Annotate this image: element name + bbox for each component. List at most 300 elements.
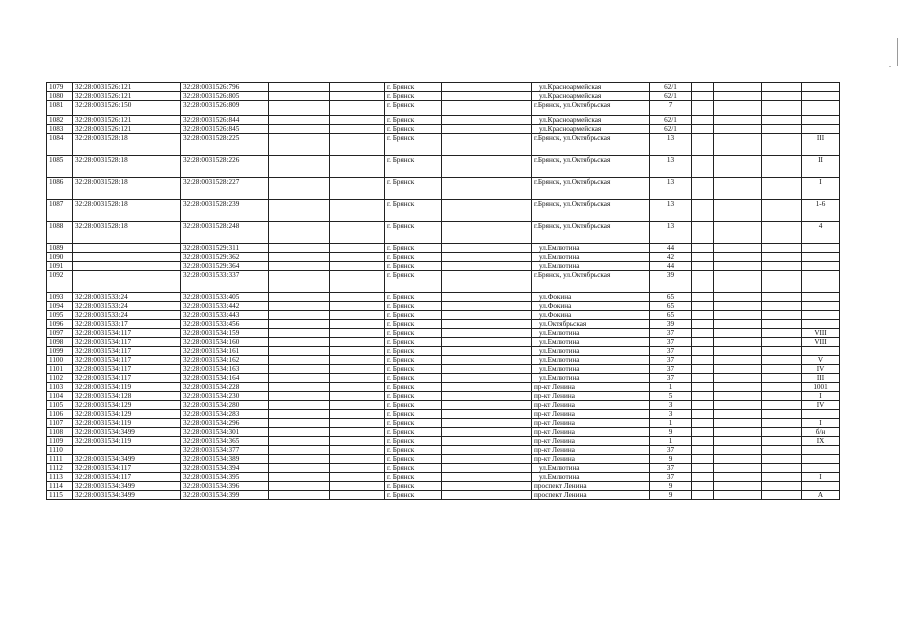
table-row bbox=[47, 92, 840, 101]
empty-cell bbox=[762, 392, 802, 401]
house-number-cell: 37 bbox=[650, 446, 692, 455]
city-cell: г. Брянск bbox=[385, 455, 442, 464]
empty-cell bbox=[714, 356, 762, 365]
record-number: 1112 bbox=[47, 464, 73, 473]
city-cell: г. Брянск bbox=[385, 374, 442, 383]
premises-number-cell: I bbox=[802, 473, 840, 482]
empty-cell bbox=[442, 464, 532, 473]
empty-cell bbox=[330, 374, 385, 383]
object-cadastral-number: 32:28:0031534:163 bbox=[181, 365, 269, 374]
house-number-cell: 37 bbox=[650, 347, 692, 356]
empty-cell bbox=[442, 178, 532, 200]
empty-cell bbox=[692, 491, 714, 500]
empty-cell bbox=[762, 244, 802, 253]
city-cell: г. Брянск bbox=[385, 437, 442, 446]
table-row bbox=[47, 446, 840, 455]
empty-cell bbox=[330, 437, 385, 446]
empty-cell bbox=[442, 101, 532, 116]
empty-cell bbox=[714, 419, 762, 428]
parcel-cadastral-number: 32:28:0031533:24 bbox=[73, 293, 181, 302]
empty-cell bbox=[269, 200, 330, 222]
object-cadastral-number: 32:28:0031534:164 bbox=[181, 374, 269, 383]
street-cell: г.Брянск, ул.Октябрьская bbox=[532, 134, 650, 156]
street-cell: ул.Емлютина bbox=[532, 365, 650, 374]
table-row bbox=[47, 134, 840, 156]
city-cell: г. Брянск bbox=[385, 464, 442, 473]
object-cadastral-number: 32:28:0031528:226 bbox=[181, 156, 269, 178]
empty-cell bbox=[692, 473, 714, 482]
empty-cell bbox=[762, 293, 802, 302]
empty-cell bbox=[269, 446, 330, 455]
object-cadastral-number: 32:28:0031528:248 bbox=[181, 222, 269, 244]
scan-edge-mark bbox=[897, 38, 898, 66]
scan-edge-dot bbox=[889, 66, 891, 67]
premises-number-cell bbox=[802, 446, 840, 455]
street-cell: г.Брянск, ул.Октябрьская bbox=[532, 156, 650, 178]
empty-cell bbox=[330, 446, 385, 455]
city-cell: г. Брянск bbox=[385, 356, 442, 365]
record-number: 1099 bbox=[47, 347, 73, 356]
empty-cell bbox=[692, 262, 714, 271]
empty-cell bbox=[330, 92, 385, 101]
empty-cell bbox=[692, 446, 714, 455]
city-cell: г. Брянск bbox=[385, 473, 442, 482]
empty-cell bbox=[269, 293, 330, 302]
empty-cell bbox=[692, 101, 714, 116]
city-cell: г. Брянск bbox=[385, 410, 442, 419]
empty-cell bbox=[714, 455, 762, 464]
street-cell: пр-кт Ленина bbox=[532, 428, 650, 437]
empty-cell bbox=[692, 271, 714, 293]
table-row bbox=[47, 293, 840, 302]
empty-cell bbox=[714, 293, 762, 302]
empty-cell bbox=[442, 347, 532, 356]
object-cadastral-number: 32:28:0031526:796 bbox=[181, 83, 269, 92]
house-number-cell: 37 bbox=[650, 374, 692, 383]
empty-cell bbox=[714, 482, 762, 491]
empty-cell bbox=[330, 134, 385, 156]
city-cell: г. Брянск bbox=[385, 329, 442, 338]
empty-cell bbox=[692, 253, 714, 262]
table-row bbox=[47, 374, 840, 383]
empty-cell bbox=[442, 329, 532, 338]
record-number: 1092 bbox=[47, 271, 73, 293]
empty-cell bbox=[330, 392, 385, 401]
empty-cell bbox=[714, 320, 762, 329]
house-number-cell: 62/1 bbox=[650, 116, 692, 125]
empty-cell bbox=[269, 392, 330, 401]
street-cell: пр-кт Ленина bbox=[532, 401, 650, 410]
object-cadastral-number: 32:28:0031528:227 bbox=[181, 178, 269, 200]
object-cadastral-number: 32:28:0031534:230 bbox=[181, 392, 269, 401]
house-number-cell: 44 bbox=[650, 262, 692, 271]
empty-cell bbox=[692, 482, 714, 491]
city-cell: г. Брянск bbox=[385, 222, 442, 244]
empty-cell bbox=[762, 473, 802, 482]
empty-cell bbox=[762, 365, 802, 374]
parcel-cadastral-number bbox=[73, 244, 181, 253]
premises-number-cell bbox=[802, 244, 840, 253]
empty-cell bbox=[762, 116, 802, 125]
city-cell: г. Брянск bbox=[385, 347, 442, 356]
object-cadastral-number: 32:28:0031534:394 bbox=[181, 464, 269, 473]
empty-cell bbox=[269, 125, 330, 134]
empty-cell bbox=[442, 419, 532, 428]
city-cell: г. Брянск bbox=[385, 134, 442, 156]
premises-number-cell: б/н bbox=[802, 428, 840, 437]
empty-cell bbox=[762, 437, 802, 446]
record-number: 1090 bbox=[47, 253, 73, 262]
empty-cell bbox=[762, 491, 802, 500]
object-cadastral-number: 32:28:0031534:283 bbox=[181, 410, 269, 419]
table-row bbox=[47, 383, 840, 392]
empty-cell bbox=[269, 134, 330, 156]
city-cell: г. Брянск bbox=[385, 482, 442, 491]
record-number: 1103 bbox=[47, 383, 73, 392]
house-number-cell: 13 bbox=[650, 200, 692, 222]
house-number-cell: 37 bbox=[650, 329, 692, 338]
empty-cell bbox=[330, 329, 385, 338]
empty-cell bbox=[330, 338, 385, 347]
street-cell: ул.Емлютина bbox=[532, 329, 650, 338]
empty-cell bbox=[714, 410, 762, 419]
empty-cell bbox=[692, 83, 714, 92]
city-cell: г. Брянск bbox=[385, 428, 442, 437]
empty-cell bbox=[330, 271, 385, 293]
premises-number-cell: I bbox=[802, 419, 840, 428]
empty-cell bbox=[442, 92, 532, 101]
empty-cell bbox=[762, 374, 802, 383]
street-cell: пр-кт Ленина bbox=[532, 383, 650, 392]
table-row bbox=[47, 125, 840, 134]
house-number-cell: 9 bbox=[650, 491, 692, 500]
record-number: 1115 bbox=[47, 491, 73, 500]
premises-number-cell bbox=[802, 482, 840, 491]
street-cell: проспект Ленина bbox=[532, 482, 650, 491]
parcel-cadastral-number: 32:28:0031526:121 bbox=[73, 116, 181, 125]
record-number: 1096 bbox=[47, 320, 73, 329]
street-cell: ул.Емлютина bbox=[532, 374, 650, 383]
house-number-cell: 1 bbox=[650, 419, 692, 428]
empty-cell bbox=[330, 293, 385, 302]
street-cell: ул.Октябрьская bbox=[532, 320, 650, 329]
empty-cell bbox=[330, 83, 385, 92]
empty-cell bbox=[269, 419, 330, 428]
empty-cell bbox=[714, 491, 762, 500]
empty-cell bbox=[692, 116, 714, 125]
premises-number-cell bbox=[802, 271, 840, 293]
empty-cell bbox=[269, 491, 330, 500]
city-cell: г. Брянск bbox=[385, 392, 442, 401]
table-row bbox=[47, 320, 840, 329]
empty-cell bbox=[762, 178, 802, 200]
empty-cell bbox=[692, 383, 714, 392]
empty-cell bbox=[714, 302, 762, 311]
record-number: 1106 bbox=[47, 410, 73, 419]
empty-cell bbox=[762, 356, 802, 365]
city-cell: г. Брянск bbox=[385, 116, 442, 125]
empty-cell bbox=[330, 383, 385, 392]
parcel-cadastral-number: 32:28:0031534:3499 bbox=[73, 482, 181, 491]
empty-cell bbox=[269, 464, 330, 473]
property-register-table bbox=[46, 82, 840, 500]
empty-cell bbox=[442, 473, 532, 482]
parcel-cadastral-number: 32:28:0031526:121 bbox=[73, 125, 181, 134]
city-cell: г. Брянск bbox=[385, 419, 442, 428]
record-number: 1082 bbox=[47, 116, 73, 125]
city-cell: г. Брянск bbox=[385, 178, 442, 200]
house-number-cell: 65 bbox=[650, 311, 692, 320]
premises-number-cell: V bbox=[802, 356, 840, 365]
house-number-cell: 3 bbox=[650, 401, 692, 410]
empty-cell bbox=[442, 320, 532, 329]
empty-cell bbox=[269, 83, 330, 92]
object-cadastral-number: 32:28:0031534:399 bbox=[181, 491, 269, 500]
table-row bbox=[47, 253, 840, 262]
city-cell: г. Брянск bbox=[385, 338, 442, 347]
house-number-cell: 1 bbox=[650, 437, 692, 446]
table-row bbox=[47, 392, 840, 401]
table-row bbox=[47, 83, 840, 92]
empty-cell bbox=[762, 83, 802, 92]
table-row bbox=[47, 482, 840, 491]
house-number-cell: 9 bbox=[650, 455, 692, 464]
empty-cell bbox=[330, 178, 385, 200]
table-row bbox=[47, 262, 840, 271]
object-cadastral-number: 32:28:0031526:805 bbox=[181, 92, 269, 101]
street-cell: ул.Емлютина bbox=[532, 244, 650, 253]
record-number: 1100 bbox=[47, 356, 73, 365]
empty-cell bbox=[692, 320, 714, 329]
house-number-cell: 7 bbox=[650, 101, 692, 116]
record-number: 1108 bbox=[47, 428, 73, 437]
street-cell: г.Брянск, ул.Октябрьская bbox=[532, 222, 650, 244]
record-number: 1089 bbox=[47, 244, 73, 253]
city-cell: г. Брянск bbox=[385, 383, 442, 392]
empty-cell bbox=[714, 329, 762, 338]
record-number: 1111 bbox=[47, 455, 73, 464]
parcel-cadastral-number: 32:28:0031528:18 bbox=[73, 134, 181, 156]
object-cadastral-number: 32:28:0031533:405 bbox=[181, 293, 269, 302]
empty-cell bbox=[330, 356, 385, 365]
street-cell: ул.Емлютина bbox=[532, 464, 650, 473]
table-row bbox=[47, 244, 840, 253]
parcel-cadastral-number: 32:28:0031534:117 bbox=[73, 464, 181, 473]
empty-cell bbox=[330, 200, 385, 222]
premises-number-cell bbox=[802, 101, 840, 116]
empty-cell bbox=[330, 482, 385, 491]
empty-cell bbox=[714, 125, 762, 134]
house-number-cell: 37 bbox=[650, 464, 692, 473]
house-number-cell: 1 bbox=[650, 383, 692, 392]
street-cell: ул.Емлютина bbox=[532, 473, 650, 482]
empty-cell bbox=[442, 446, 532, 455]
record-number: 1109 bbox=[47, 437, 73, 446]
table-row bbox=[47, 356, 840, 365]
parcel-cadastral-number: 32:28:0031534:117 bbox=[73, 329, 181, 338]
object-cadastral-number: 32:28:0031533:442 bbox=[181, 302, 269, 311]
empty-cell bbox=[714, 134, 762, 156]
premises-number-cell: IX bbox=[802, 437, 840, 446]
empty-cell bbox=[330, 116, 385, 125]
empty-cell bbox=[714, 253, 762, 262]
street-cell: ул.Красноармейская bbox=[532, 83, 650, 92]
object-cadastral-number: 32:28:0031533:443 bbox=[181, 311, 269, 320]
parcel-cadastral-number: 32:28:0031534:128 bbox=[73, 392, 181, 401]
empty-cell bbox=[692, 125, 714, 134]
street-cell: ул.Емлютина bbox=[532, 356, 650, 365]
object-cadastral-number: 32:28:0031534:162 bbox=[181, 356, 269, 365]
empty-cell bbox=[269, 347, 330, 356]
empty-cell bbox=[714, 101, 762, 116]
empty-cell bbox=[762, 428, 802, 437]
premises-number-cell bbox=[802, 92, 840, 101]
empty-cell bbox=[714, 437, 762, 446]
record-number: 1080 bbox=[47, 92, 73, 101]
empty-cell bbox=[442, 134, 532, 156]
parcel-cadastral-number bbox=[73, 253, 181, 262]
empty-cell bbox=[762, 464, 802, 473]
empty-cell bbox=[692, 134, 714, 156]
empty-cell bbox=[762, 338, 802, 347]
street-cell: пр-кт Ленина bbox=[532, 455, 650, 464]
table-row bbox=[47, 347, 840, 356]
empty-cell bbox=[692, 338, 714, 347]
empty-cell bbox=[714, 244, 762, 253]
premises-number-cell: VIII bbox=[802, 329, 840, 338]
empty-cell bbox=[762, 134, 802, 156]
street-cell: ул.Емлютина bbox=[532, 253, 650, 262]
city-cell: г. Брянск bbox=[385, 83, 442, 92]
empty-cell bbox=[269, 338, 330, 347]
premises-number-cell bbox=[802, 320, 840, 329]
parcel-cadastral-number: 32:28:0031533:24 bbox=[73, 311, 181, 320]
parcel-cadastral-number: 32:28:0031533:24 bbox=[73, 302, 181, 311]
empty-cell bbox=[762, 156, 802, 178]
object-cadastral-number: 32:28:0031534:228 bbox=[181, 383, 269, 392]
street-cell: ул.Емлютина bbox=[532, 338, 650, 347]
empty-cell bbox=[762, 329, 802, 338]
object-cadastral-number: 32:28:0031534:377 bbox=[181, 446, 269, 455]
object-cadastral-number: 32:28:0031528:239 bbox=[181, 200, 269, 222]
house-number-cell: 9 bbox=[650, 482, 692, 491]
house-number-cell: 62/1 bbox=[650, 83, 692, 92]
table-row bbox=[47, 101, 840, 116]
record-number: 1094 bbox=[47, 302, 73, 311]
street-cell: пр-кт Ленина bbox=[532, 419, 650, 428]
empty-cell bbox=[762, 347, 802, 356]
empty-cell bbox=[442, 262, 532, 271]
empty-cell bbox=[269, 365, 330, 374]
premises-number-cell: IV bbox=[802, 365, 840, 374]
house-number-cell: 13 bbox=[650, 222, 692, 244]
object-cadastral-number: 32:28:0031534:389 bbox=[181, 455, 269, 464]
empty-cell bbox=[762, 125, 802, 134]
empty-cell bbox=[442, 437, 532, 446]
empty-cell bbox=[714, 428, 762, 437]
premises-number-cell: 1001 bbox=[802, 383, 840, 392]
empty-cell bbox=[692, 401, 714, 410]
city-cell: г. Брянск bbox=[385, 401, 442, 410]
empty-cell bbox=[330, 262, 385, 271]
table-row bbox=[47, 365, 840, 374]
empty-cell bbox=[330, 320, 385, 329]
house-number-cell: 39 bbox=[650, 271, 692, 293]
empty-cell bbox=[269, 401, 330, 410]
empty-cell bbox=[330, 101, 385, 116]
table-row bbox=[47, 222, 840, 244]
empty-cell bbox=[692, 347, 714, 356]
premises-number-cell bbox=[802, 293, 840, 302]
parcel-cadastral-number: 32:28:0031534:119 bbox=[73, 437, 181, 446]
object-cadastral-number: 32:28:0031526:809 bbox=[181, 101, 269, 116]
parcel-cadastral-number: 32:28:0031526:121 bbox=[73, 92, 181, 101]
empty-cell bbox=[442, 491, 532, 500]
empty-cell bbox=[762, 482, 802, 491]
empty-cell bbox=[692, 222, 714, 244]
house-number-cell: 65 bbox=[650, 293, 692, 302]
city-cell: г. Брянск bbox=[385, 125, 442, 134]
city-cell: г. Брянск bbox=[385, 200, 442, 222]
empty-cell bbox=[442, 482, 532, 491]
empty-cell bbox=[442, 271, 532, 293]
table-row bbox=[47, 455, 840, 464]
empty-cell bbox=[714, 383, 762, 392]
empty-cell bbox=[714, 222, 762, 244]
empty-cell bbox=[442, 200, 532, 222]
object-cadastral-number: 32:28:0031534:161 bbox=[181, 347, 269, 356]
object-cadastral-number: 32:28:0031529:364 bbox=[181, 262, 269, 271]
parcel-cadastral-number: 32:28:0031534:117 bbox=[73, 374, 181, 383]
object-cadastral-number: 32:28:0031534:395 bbox=[181, 473, 269, 482]
empty-cell bbox=[269, 482, 330, 491]
empty-cell bbox=[330, 401, 385, 410]
empty-cell bbox=[692, 374, 714, 383]
street-cell: ул.Красноармейская bbox=[532, 116, 650, 125]
object-cadastral-number: 32:28:0031534:160 bbox=[181, 338, 269, 347]
city-cell: г. Брянск bbox=[385, 101, 442, 116]
empty-cell bbox=[692, 329, 714, 338]
premises-number-cell bbox=[802, 410, 840, 419]
premises-number-cell: 1-6 bbox=[802, 200, 840, 222]
record-number: 1102 bbox=[47, 374, 73, 383]
empty-cell bbox=[442, 244, 532, 253]
record-number: 1113 bbox=[47, 473, 73, 482]
object-cadastral-number: 32:28:0031534:296 bbox=[181, 419, 269, 428]
table-row bbox=[47, 419, 840, 428]
premises-number-cell: 4 bbox=[802, 222, 840, 244]
empty-cell bbox=[692, 311, 714, 320]
empty-cell bbox=[442, 356, 532, 365]
empty-cell bbox=[692, 455, 714, 464]
empty-cell bbox=[714, 338, 762, 347]
empty-cell bbox=[762, 455, 802, 464]
empty-cell bbox=[330, 244, 385, 253]
city-cell: г. Брянск bbox=[385, 365, 442, 374]
empty-cell bbox=[269, 311, 330, 320]
table-row bbox=[47, 200, 840, 222]
empty-cell bbox=[762, 271, 802, 293]
premises-number-cell: I bbox=[802, 392, 840, 401]
premises-number-cell bbox=[802, 347, 840, 356]
empty-cell bbox=[714, 365, 762, 374]
empty-cell bbox=[692, 178, 714, 200]
empty-cell bbox=[762, 446, 802, 455]
empty-cell bbox=[269, 156, 330, 178]
premises-number-cell bbox=[802, 464, 840, 473]
table-row bbox=[47, 271, 840, 293]
table-row bbox=[47, 302, 840, 311]
